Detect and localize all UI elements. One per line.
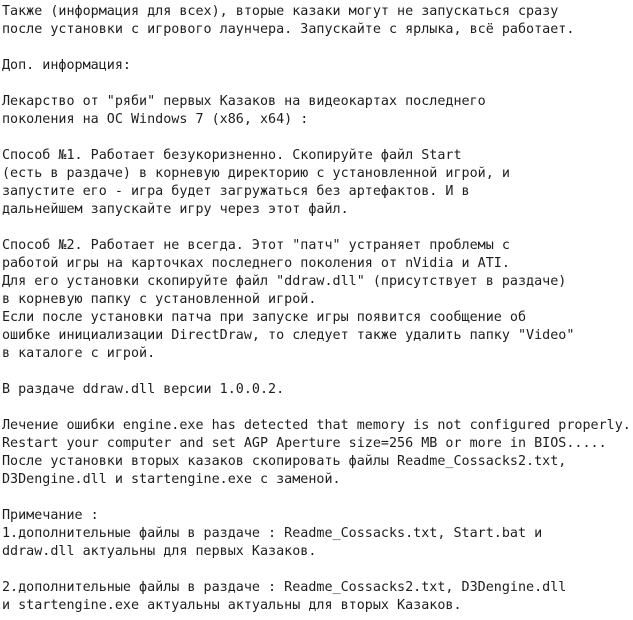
text-line: После установки вторых казаков скопировать файлы Readme_Cossacks2.txt, [2,454,567,469]
text-line [2,399,633,417]
text-line [2,129,633,147]
text-line: Доп. информация: [2,58,131,73]
text-line: дальнейшем запускайте игру через этот файл. [2,202,349,217]
text-line: Для его установки скопируйте файл "ddraw.dll" (присутствует в раздаче) [2,274,567,289]
text-line: 2.дополнительные файлы в раздаче : Readme_Cossacks2.txt, D3Dengine.dll [2,580,567,595]
text-line: ошибке инициализации DirectDraw, то следует также удалить папку "Video" [2,328,575,343]
text-line: В раздаче ddraw.dll версии 1.0.0.2. [2,382,285,397]
text-line [2,219,633,237]
text-line: после установки с игрового лаунчера. Запускайте с ярлыка, всё работает. [2,22,575,37]
text-line: и startengine.exe актуальны актуальны для вторых Казаков. [2,598,462,613]
text-line [2,489,633,507]
text-line: ddraw.dll актуальны для первых Казаков. [2,544,317,559]
text-line: Примечание : [2,508,99,523]
text-line: Если после установки патча при запуске игры появится сообщение об [2,310,527,325]
text-line [2,75,633,93]
text-line: Способ №1. Работает безукоризненно. Скопируйте файл Start [2,148,462,163]
text-line: Также (информация для всех), вторые казаки могут не запускаться сразу [2,4,559,19]
text-line: поколения на ОС Windows 7 (x86, x64) : [2,112,309,127]
text-line: в каталоге с игрой. [2,346,156,361]
text-line: запустите его - игра будет загружаться без артефактов. И в [2,184,470,199]
text-line: Restart your computer and set AGP Aperture size=256 MB or more in BIOS..... [2,436,607,451]
text-line: Лечение ошибки engine.exe has detected that memory is not configured properly. [2,418,631,433]
text-line: D3Dengine.dll и startengine.exe с заменой. [2,472,341,487]
text-line: (есть в раздаче) в корневую директорию с установленной игрой, и [2,166,510,181]
text-line: в корневую папку с установленной игрой. [2,292,317,307]
text-line [2,39,633,57]
text-line [2,363,633,381]
text-line: 1.дополнительные файлы в раздаче : Readme_Cossacks.txt, Start.bat и [2,526,543,541]
text-line: Способ №2. Работает не всегда. Этот "патч" устраняет проблемы с [2,238,510,253]
text-line: Лекарство от "ряби" первых Казаков на видеокартах последнего [2,94,486,109]
text-line: работой игры на карточках последнего поколения от nVidia и ATI. [2,256,510,271]
text-line [2,561,633,579]
